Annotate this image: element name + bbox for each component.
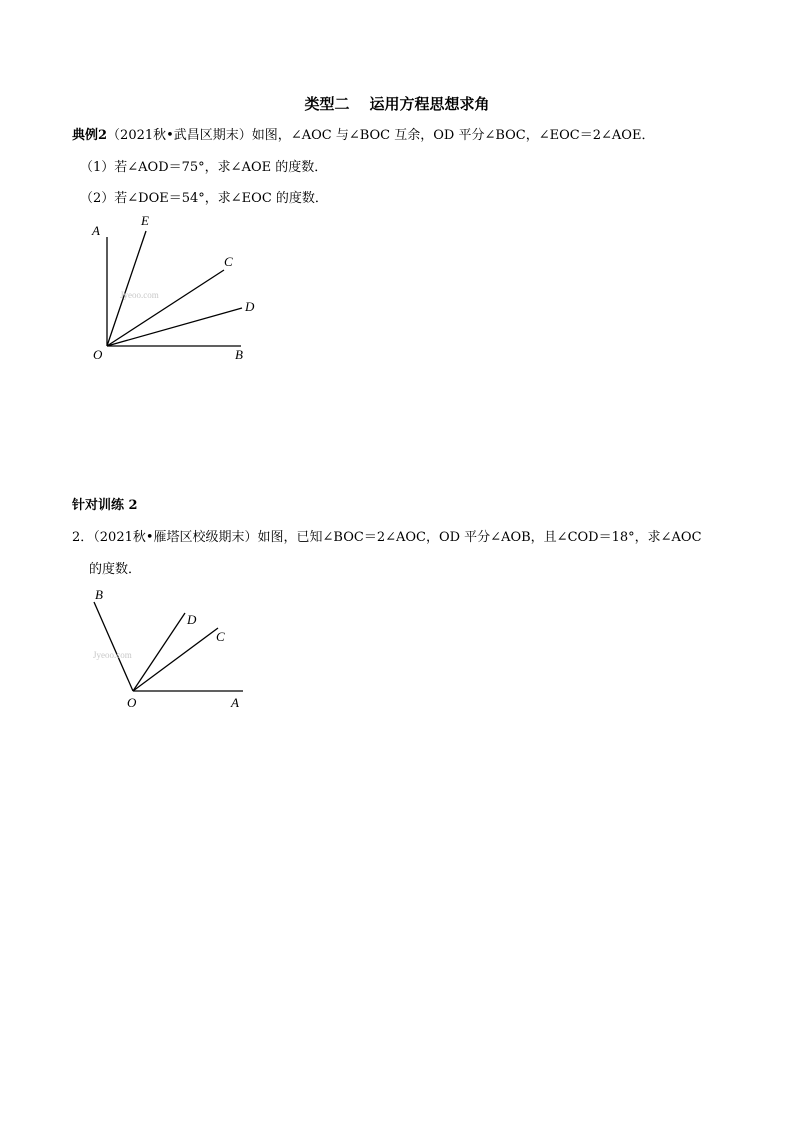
training-problem-line2: 的度数． [89, 562, 142, 577]
label-O: O [93, 347, 103, 362]
watermark: Jyeoo.com [93, 650, 132, 660]
watermark: Jyeoo.com [120, 290, 159, 300]
example-question-1: （1）若∠AOD＝75°，求∠AOE 的度数． [80, 160, 328, 175]
training-heading: 针对训练 2 [72, 498, 138, 513]
example-question-2: （2）若∠DOE＝54°，求∠EOC 的度数． [80, 191, 328, 206]
ray-OB [94, 602, 133, 691]
label-A: A [231, 695, 239, 710]
ray-OC [133, 628, 218, 691]
label-C: C [224, 254, 233, 269]
label-A: A [92, 223, 100, 238]
label-B: B [235, 347, 243, 362]
ray-OD [133, 613, 185, 691]
example-source: （2021秋•武昌区期末）如图， [107, 128, 291, 143]
section-title: 类型二 运用方程思想求角 [304, 95, 490, 113]
label-E: E [141, 213, 149, 228]
label-O: O [127, 695, 137, 710]
label-D: D [187, 612, 197, 627]
example-label: 典例2 [72, 128, 108, 143]
label-B: B [95, 587, 103, 602]
label-C: C [216, 629, 225, 644]
example-text: ∠AOC 与∠BOC 互余，OD 平分∠BOC，∠EOC＝2∠AOE． [290, 128, 655, 143]
label-D: D [245, 299, 255, 314]
training-problem-line1: 2．（2021秋•雁塔区校级期末）如图，已知∠BOC＝2∠AOC，OD 平分∠AOB，且∠COD＝18°，求∠AOC [72, 530, 702, 545]
